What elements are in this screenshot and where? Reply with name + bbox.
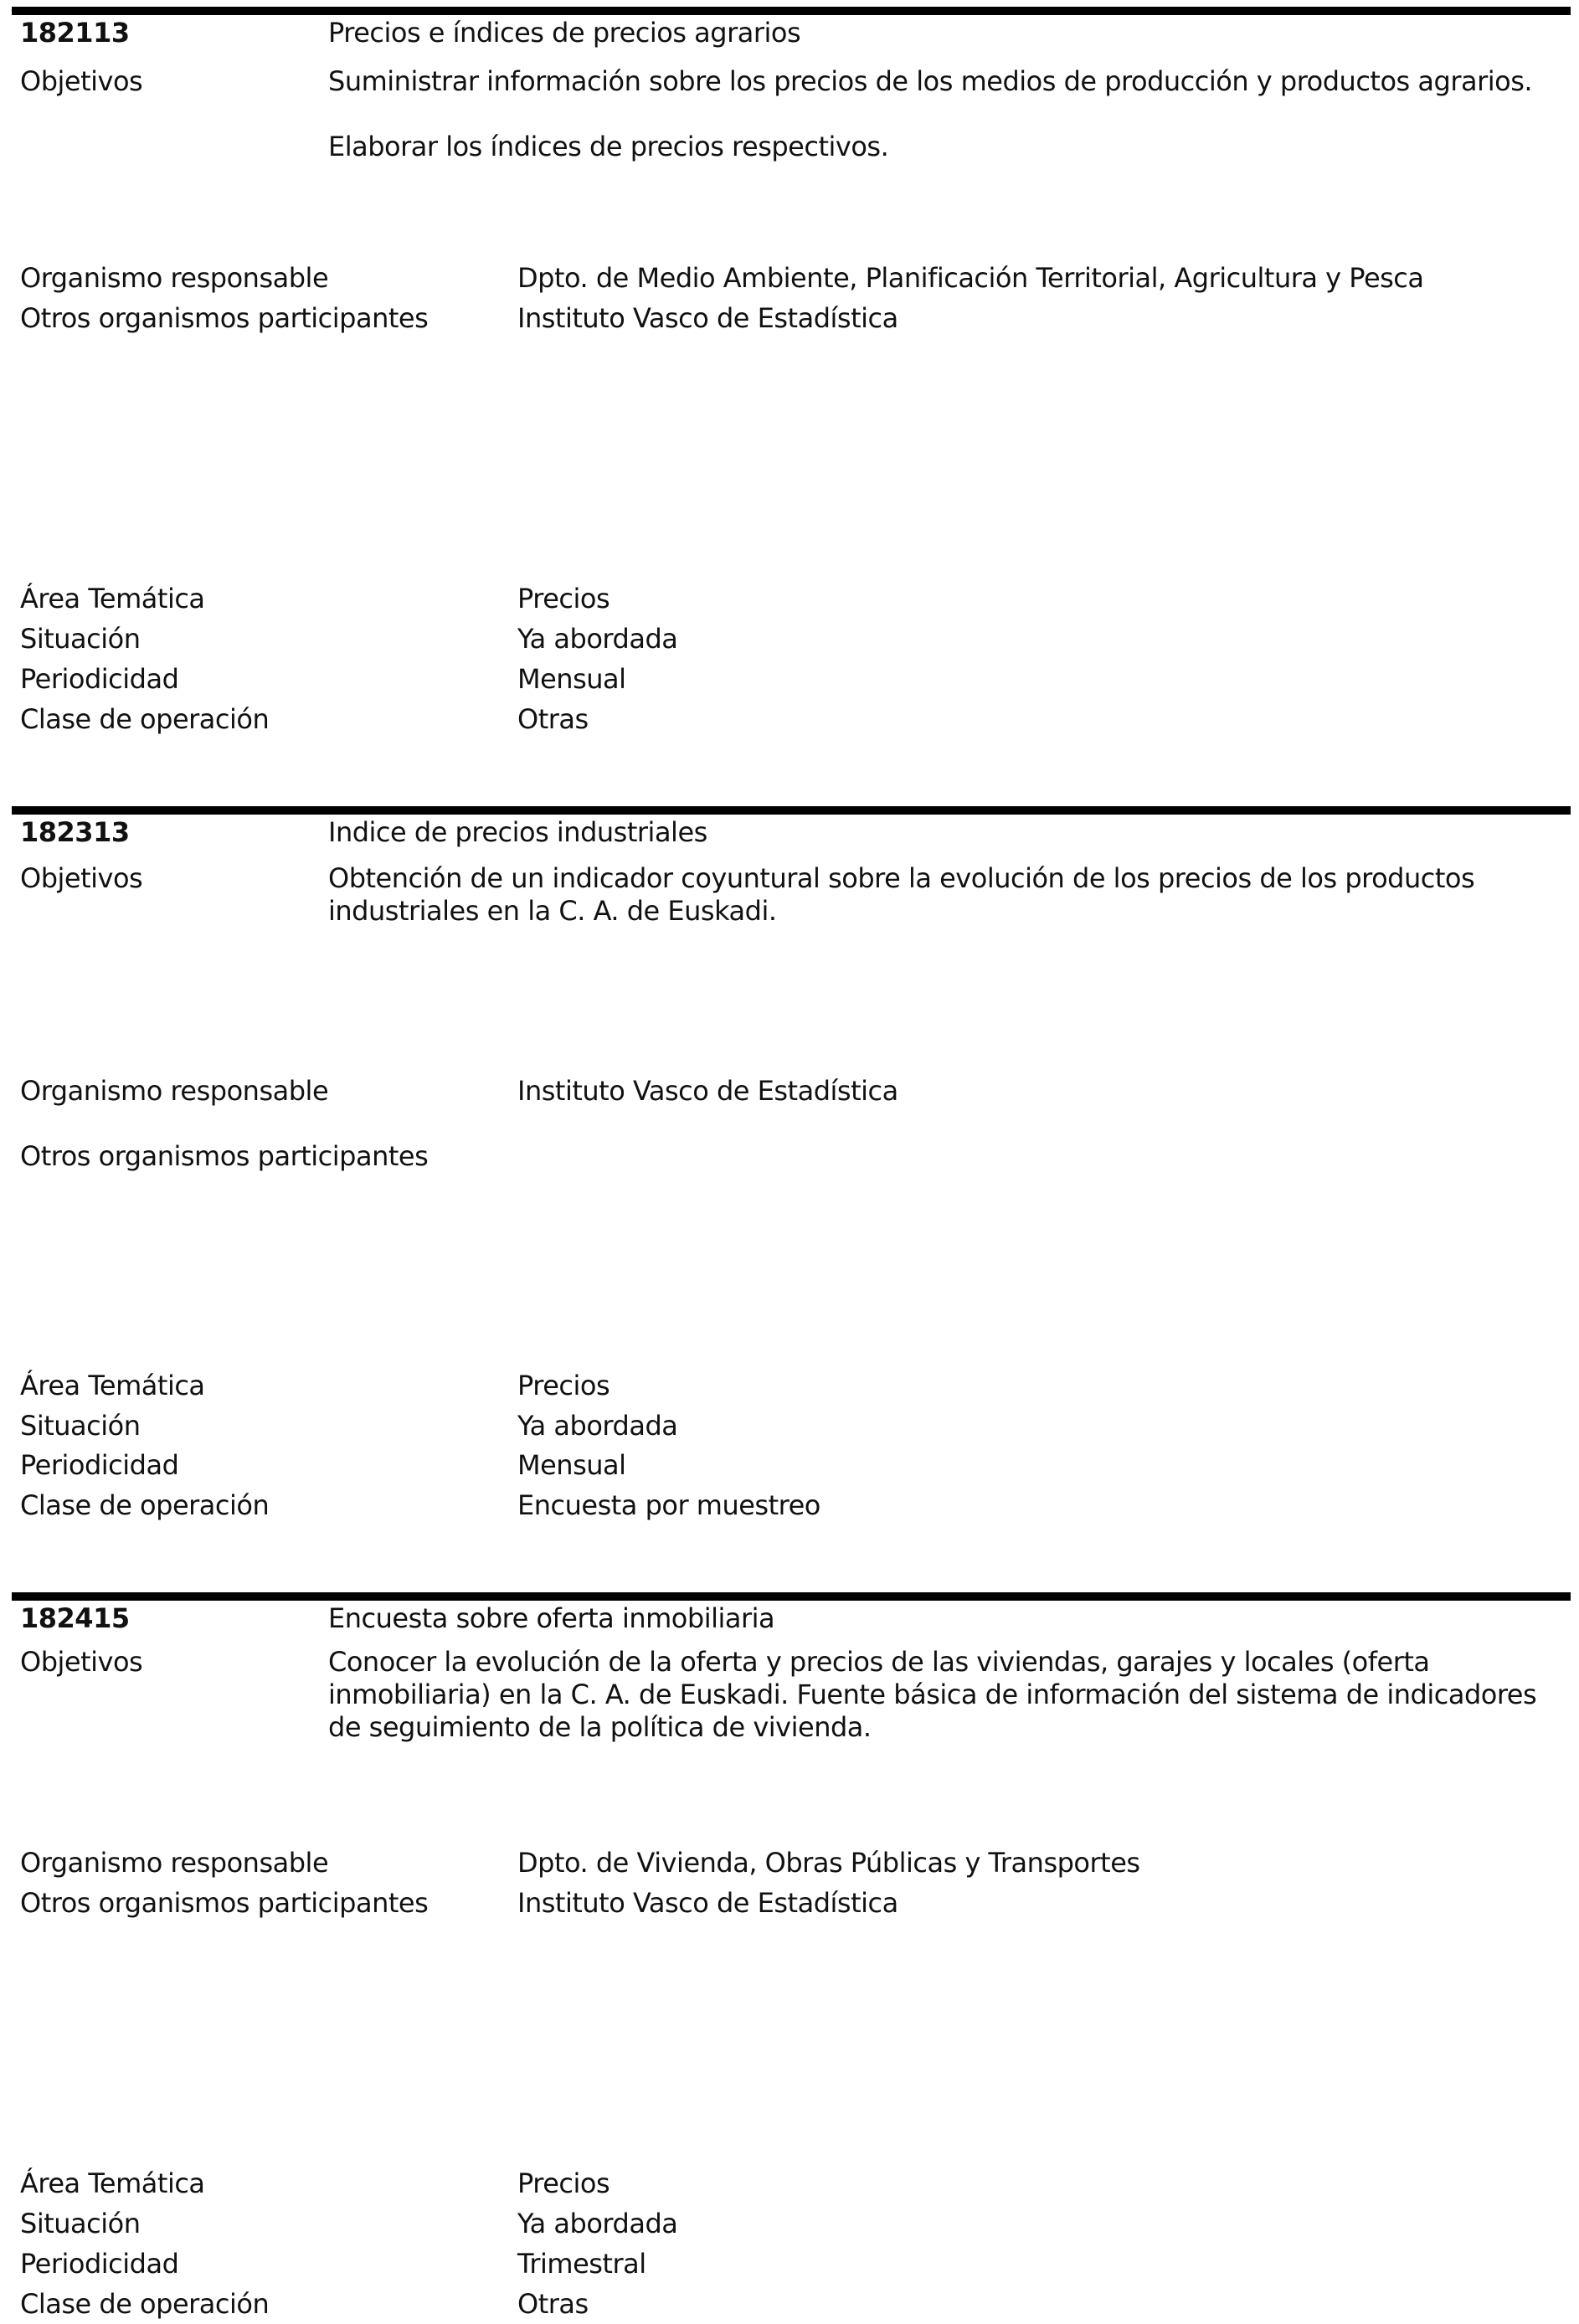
operation-title: Precios e índices de precios agrarios <box>328 17 801 49</box>
operation-title: Encuesta sobre oferta inmobiliaria <box>328 1602 775 1634</box>
periodicidad-label: Periodicidad <box>20 2248 179 2280</box>
objetivos-label: Objetivos <box>20 1646 143 1678</box>
operation-code: 182113 <box>20 17 130 49</box>
area-value: Precios <box>517 1370 610 1401</box>
area-label: Área Temática <box>20 2167 205 2199</box>
periodicidad-value: Mensual <box>517 1449 626 1481</box>
area-label: Área Temática <box>20 583 205 614</box>
area-value: Precios <box>517 583 610 614</box>
situacion-value: Ya abordada <box>517 2208 678 2239</box>
operation-code: 182313 <box>20 816 130 848</box>
clase-label: Clase de operación <box>20 703 270 735</box>
area-value: Precios <box>517 2167 610 2199</box>
operation-title: Indice de precios industriales <box>328 816 707 848</box>
otros-organismos-label: Otros organismos participantes <box>20 302 429 334</box>
section-divider <box>12 806 1571 815</box>
otros-organismos-value: Instituto Vasco de Estadística <box>517 302 898 334</box>
objetivos-text: Obtención de un indicador coyuntural sobre la evolución de los precios de los productos industriales en la C. A. de Euskadi. <box>328 862 1475 927</box>
situacion-label: Situación <box>20 2208 141 2239</box>
clase-value: Otras <box>517 703 589 735</box>
clase-value: Otras <box>517 2288 589 2320</box>
section-divider <box>12 7 1571 15</box>
periodicidad-value: Trimestral <box>517 2248 646 2280</box>
otros-organismos-value: Instituto Vasco de Estadística <box>517 1887 898 1919</box>
objetivos-text: Conocer la evolución de la oferta y precios de las viviendas, garajes y locales (oferta inmobiliaria) en la C. A. de Euskadi. Fuente básica de información del sistema de indicadores de seguimiento de la política de vivienda. <box>328 1646 1537 1743</box>
objetivos-label: Objetivos <box>20 65 143 97</box>
situacion-label: Situación <box>20 623 141 655</box>
objetivos-text: Suministrar información sobre los precios de los medios de producción y productos agrarios. <box>328 65 1533 97</box>
clase-value: Encuesta por muestreo <box>517 1489 820 1521</box>
organismo-value: Dpto. de Medio Ambiente, Planificación Territorial, Agricultura y Pesca <box>517 262 1424 294</box>
objetivos-text: Elaborar los índices de precios respectivos. <box>328 131 889 162</box>
organismo-label: Organismo responsable <box>20 1075 329 1107</box>
otros-organismos-label: Otros organismos participantes <box>20 1887 429 1919</box>
organismo-label: Organismo responsable <box>20 1847 329 1879</box>
situacion-value: Ya abordada <box>517 623 678 655</box>
periodicidad-label: Periodicidad <box>20 1449 179 1481</box>
situacion-value: Ya abordada <box>517 1410 678 1442</box>
operation-code: 182415 <box>20 1602 130 1634</box>
section-divider <box>12 1592 1571 1601</box>
area-label: Área Temática <box>20 1370 205 1401</box>
clase-label: Clase de operación <box>20 2288 270 2320</box>
periodicidad-value: Mensual <box>517 663 626 695</box>
otros-organismos-label: Otros organismos participantes <box>20 1140 429 1172</box>
organismo-value: Instituto Vasco de Estadística <box>517 1075 898 1107</box>
situacion-label: Situación <box>20 1410 141 1442</box>
organismo-value: Dpto. de Vivienda, Obras Públicas y Transportes <box>517 1847 1140 1879</box>
periodicidad-label: Periodicidad <box>20 663 179 695</box>
organismo-label: Organismo responsable <box>20 262 329 294</box>
clase-label: Clase de operación <box>20 1489 270 1521</box>
objetivos-label: Objetivos <box>20 862 143 894</box>
